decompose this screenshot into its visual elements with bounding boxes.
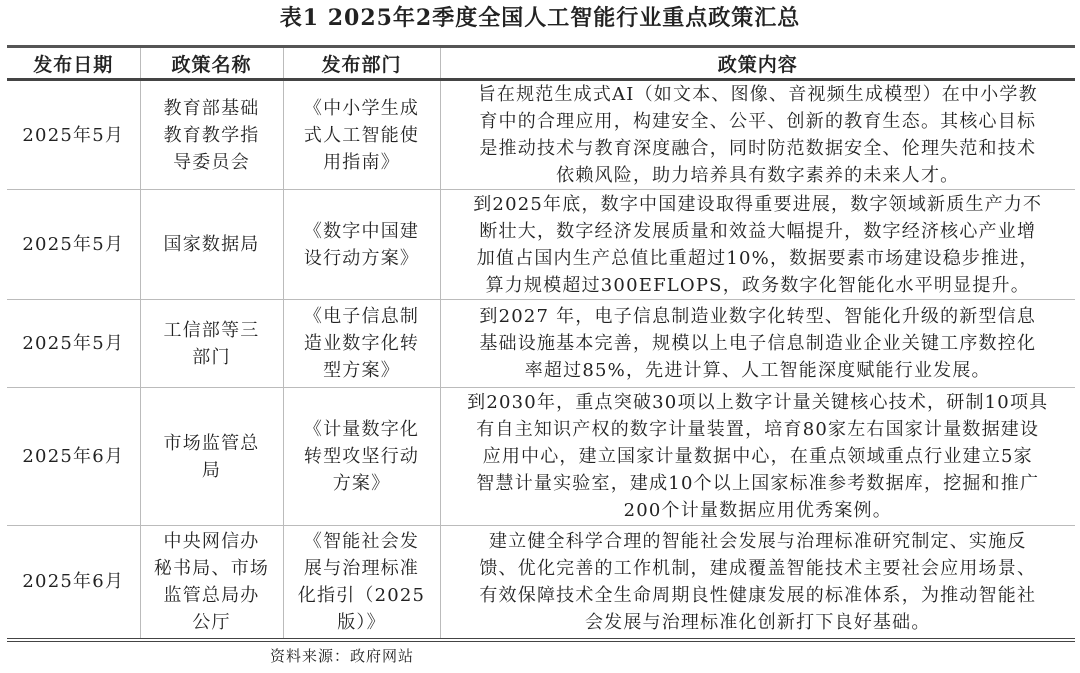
department-line: 秘书局、市场 — [153, 557, 270, 579]
content-line: 旨在规范生成式AI（如文本、图像、音视频生成模型）在中小学教 — [477, 84, 1038, 105]
content-line: 馈、优化完善的工作机制，建成覆盖智能技术主要社会应用场景、 — [479, 557, 1037, 579]
policy-name-line: 《智能社会发 — [303, 530, 420, 552]
date-cell — [7, 526, 140, 640]
header-content: 政策内容 — [440, 47, 1075, 80]
department-line: 教育教学指 — [163, 124, 260, 146]
department-line: 导委员会 — [173, 151, 250, 173]
policy-name-line: 式人工智能使 — [303, 124, 420, 146]
date-cell — [7, 190, 140, 300]
department-cell — [140, 526, 283, 640]
policy-name-line: 用指南》 — [323, 151, 400, 173]
date-cell — [7, 300, 140, 388]
date-line: 2025年6月 — [22, 571, 125, 593]
policy-name-line: 版）》 — [337, 611, 386, 633]
content-line: 加值占国内生产总值比重超过10%，数据要素市场建设稳步推进， — [476, 247, 1039, 269]
policy-name-line: 造业数字化转 — [303, 333, 420, 354]
policy-name-line: 转型攻坚行动 — [303, 446, 420, 467]
content-line: 是推动技术与教育深度融合，同时防范数据安全、伦理失范和技术 — [479, 138, 1037, 159]
header-date: 发布日期 — [7, 47, 140, 80]
department-line: 部门 — [192, 346, 231, 368]
table-row — [7, 388, 1075, 526]
content-cell — [440, 80, 1075, 190]
department-cell — [140, 80, 283, 190]
table-title: 表1 2025年2季度全国人工智能行业重点政策汇总 — [279, 5, 801, 31]
content-line: 会发展与治理标准化创新打下良好基础。 — [584, 611, 931, 633]
content-line: 到2025年底，数字中国建设取得重要进展，数字领域新质生产力不 — [473, 193, 1043, 215]
date-cell — [7, 388, 140, 526]
department-line: 工信部等三 — [163, 319, 260, 341]
content-line: 到2030年，重点突破30项以上数字计量关键核心技术，研制10项具 — [467, 392, 1049, 413]
policy-name-line: 展与治理标准 — [303, 557, 420, 579]
header-department: 发布部门 — [283, 47, 440, 80]
content-cell — [440, 388, 1075, 526]
policy-name-line: 《中小学生成 — [303, 97, 420, 119]
content-line: 建立健全科学合理的智能社会发展与治理标准研究制定、实施反 — [488, 530, 1027, 552]
policy-table — [7, 45, 1075, 642]
table-row — [7, 80, 1075, 190]
department-line: 公厅 — [192, 611, 231, 633]
table-row — [7, 190, 1075, 300]
content-line: 断壮大，数字经济发展质量和效益大幅提升，数字经济核心产业增 — [479, 220, 1037, 242]
header-policy-name: 政策名称 — [140, 47, 283, 80]
policy-name-line: 型方案》 — [323, 360, 400, 381]
department-line: 国家数据局 — [163, 234, 260, 255]
content-cell — [440, 526, 1075, 640]
policy-name-cell — [283, 80, 440, 190]
content-line: 基础设施基本完善，规模以上电子信息制造业企业关键工序数控化 — [479, 333, 1037, 354]
content-line: 率超过85%，先进计算、人工智能深度赋能行业发展。 — [524, 360, 991, 381]
content-cell — [440, 300, 1075, 388]
table-row — [7, 300, 1075, 388]
policy-name-line: 《数字中国建 — [303, 220, 420, 242]
policy-name-line: 设行动方案》 — [303, 247, 420, 269]
policy-name-cell — [283, 190, 440, 300]
policy-name-cell — [283, 388, 440, 526]
source-note: 资料来源：政府网站 — [270, 647, 415, 665]
content-line: 200个计量数据应用优秀案例。 — [623, 500, 892, 521]
content-line: 应用中心，建立国家计量数据中心，在重点领域重点行业建立5家 — [482, 446, 1033, 467]
department-cell — [140, 388, 283, 526]
date-line: 2025年5月 — [22, 234, 125, 255]
department-line: 教育部基础 — [163, 97, 260, 119]
policy-name-line: 方案》 — [332, 473, 391, 494]
content-line: 有自主知识产权的数字计量装置，培育80家左右国家计量数据建设 — [476, 419, 1040, 440]
date-line: 2025年6月 — [22, 446, 125, 467]
department-line: 市场监管总 — [163, 432, 260, 454]
content-cell — [440, 190, 1075, 300]
policy-name-line: 《电子信息制 — [303, 306, 420, 327]
date-line: 2025年5月 — [22, 124, 125, 146]
department-line: 监管总局办 — [163, 584, 260, 606]
content-line: 智慧计量实验室，建成10个以上国家标准参考数据库，挖掘和推广 — [476, 473, 1040, 494]
content-line: 育中的合理应用，构建安全、公平、创新的教育生态。其核心目标 — [479, 111, 1037, 132]
department-cell — [140, 190, 283, 300]
content-line: 算力规模超过300EFLOPS，政务数字化智能化水平明显提升。 — [485, 274, 1030, 296]
department-cell — [140, 300, 283, 388]
policy-name-line: 《计量数字化 — [303, 419, 420, 440]
policy-name-cell — [283, 300, 440, 388]
date-cell — [7, 80, 140, 190]
content-line: 有效保障技术全生命周期良性健康发展的标准体系，为推动智能社 — [479, 584, 1037, 606]
policy-name-line: 化指引（2025 — [297, 584, 426, 606]
department-line: 中央网信办 — [163, 530, 260, 552]
content-line: 依赖风险，助力培养具有数字素养的未来人才。 — [556, 165, 960, 186]
department-line: 局 — [201, 459, 222, 481]
table-row — [7, 526, 1075, 640]
content-line: 到2027 年，电子信息制造业数字化转型、智能化升级的新型信息 — [479, 306, 1037, 327]
table-header-row — [7, 47, 1075, 80]
date-line: 2025年5月 — [22, 333, 125, 354]
policy-name-cell — [283, 526, 440, 640]
